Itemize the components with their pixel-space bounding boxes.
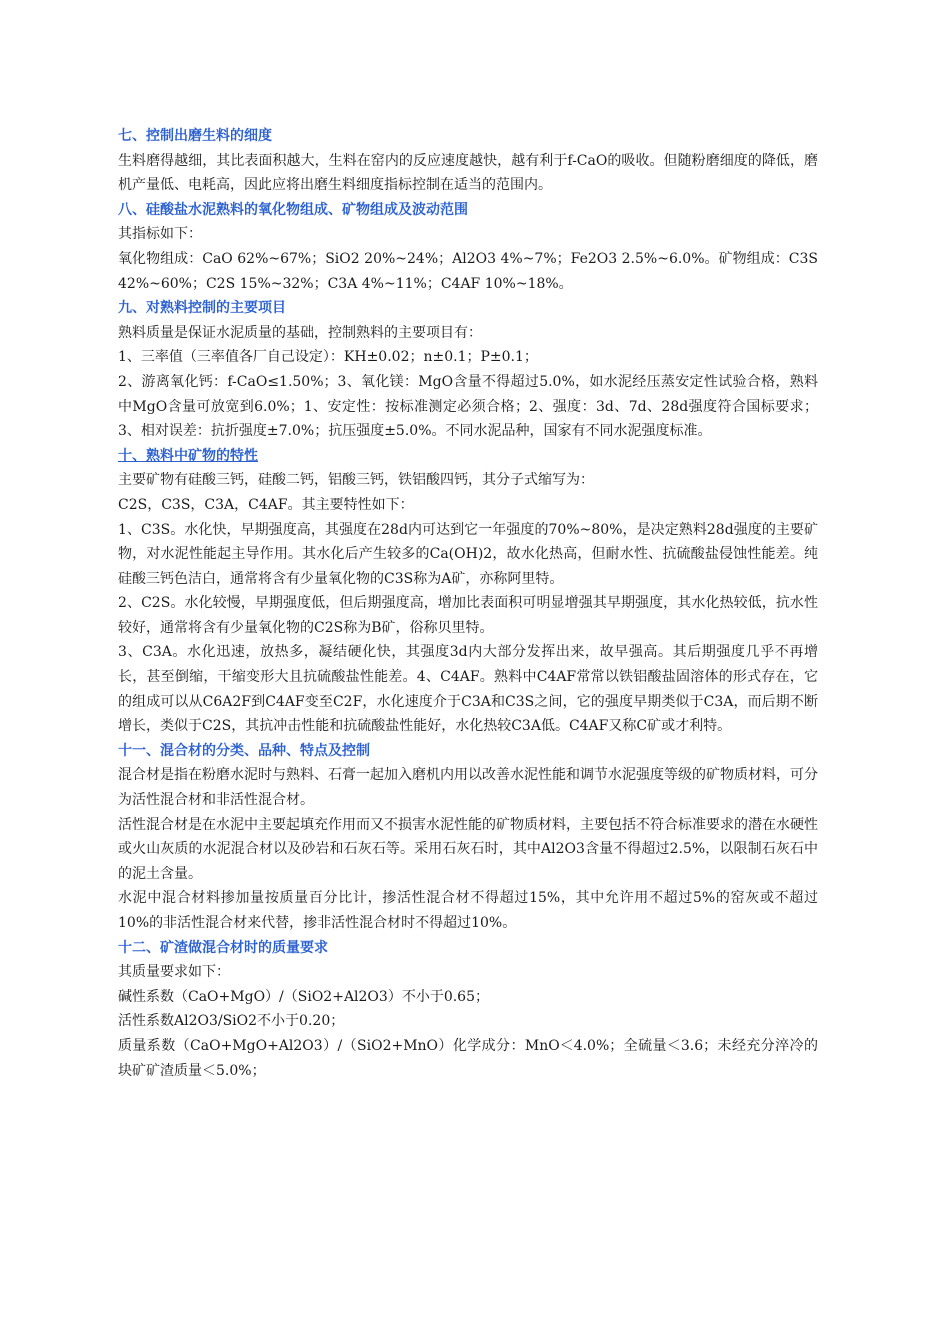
- paragraph: 1、三率值（三率值各厂自己设定）：KH±0.02；n±0.1；P±0.1；: [118, 349, 538, 366]
- paragraph: 活性系数Al2O3/SiO2不小于0.20；: [118, 1013, 345, 1030]
- section-11: [118, 739, 818, 936]
- section-heading: 十一、混合材的分类、品种、特点及控制: [118, 742, 370, 759]
- section-9: [118, 296, 818, 444]
- section-heading: 九、对熟料控制的主要项目: [118, 300, 286, 317]
- section-12: [118, 936, 818, 1084]
- paragraph: C2S，C3S，C3A，C4AF。其主要特性如下：: [118, 496, 414, 513]
- section-8: [118, 198, 818, 296]
- document-page: [118, 124, 818, 1083]
- paragraph: 1、C3S。水化快，早期强度高，其强度在28d内可达到它一年强度的70%~80%，是决定熟料28d强度的主要矿物，对水泥性能起主导作用。其水化后产生较多的Ca(OH)2，故水化热高，但耐水性、抗硫酸盐侵蚀性能差。纯硅酸三钙色洁白，通常将含有少量氧化物的C3S称为A矿，亦称阿里特。: [118, 521, 818, 587]
- paragraph: 碱性系数（CaO+MgO）/（SiO2+Al2O3）不小于0.65；: [118, 988, 489, 1005]
- paragraph: 氧化物组成：CaO 62%~67%；SiO2 20%~24%；Al2O3 4%~7%；Fe2O3 2.5%~6.0%。矿物组成：C3S 42%~60%；C2S 15%~32%；C3A 4%~11%；C4AF 10%~18%。: [118, 250, 818, 292]
- paragraph: 其质量要求如下：: [118, 964, 230, 981]
- paragraph: 生料磨得越细，其比表面积越大，生料在窑内的反应速度越快，越有利于f-CaO的吸收。但随粉磨细度的降低，磨机产量低、电耗高，因此应将出磨生料细度指标控制在适当的范围内。: [118, 152, 818, 194]
- paragraph: 主要矿物有硅酸三钙，硅酸二钙，铝酸三钙，铁铝酸四钙，其分子式缩写为：: [118, 472, 594, 489]
- paragraph: 2、游离氧化钙：f-CaO≤1.50%；3、氧化镁：MgO含量不得超过5.0%，如水泥经压蒸安定性试验合格，熟料中MgO含量可放宽到6.0%；1、安定性：按标准测定必须合格；2、强度：3d、7d、28d强度符合国标要求；3、相对误差：抗折强度±7.0%；抗压强度±5.0%。不同水泥品种，国家有不同水泥强度标准。: [118, 373, 818, 440]
- paragraph: 3、C3A。水化迅速，放热多，凝结硬化快，其强度3d内大部分发挥出来，故早强高。其后期强度几乎不再增长，甚至倒缩，干缩变形大且抗硫酸盐性能差。4、C4AF。熟料中C4AF常常以铁铝酸盐固溶体的形式存在，它的组成可以从C6A2F到C4AF变至C2F，水化速度介于C3A和C3S之间，它的强度早期类似于C3A，而后期不断增长，类似于C2S，其抗冲击性能和抗硫酸盐性能好，水化热较C3A低。C4AF又称C矿或才利特。: [118, 644, 818, 735]
- paragraph: 水泥中混合材料掺加量按质量百分比计，掺活性混合材不得超过15%，其中允许用不超过5%的窑灰或不超过10%的非活性混合材来代替，掺非活性混合材时不得超过10%。: [118, 890, 818, 931]
- paragraph: 质量系数（CaO+MgO+Al2O3）/（SiO2+MnO）化学成分：MnO＜4.0%；全硫量＜3.6；未经充分淬冷的块矿矿渣质量＜5.0%；: [118, 1037, 818, 1079]
- paragraph: 活性混合材是在水泥中主要起填充作用而又不损害水泥性能的矿物质材料，主要包括不符合标准要求的潜在水硬性或火山灰质的水泥混合材以及砂岩和石灰石等。采用石灰石时，其中Al2O3含量不得超过2.5%，以限制石灰石中的泥土含量。: [118, 816, 818, 882]
- section-10: [118, 444, 818, 739]
- paragraph: 熟料质量是保证水泥质量的基础，控制熟料的主要项目有：: [118, 324, 482, 341]
- section-heading: 七、控制出磨生料的细度: [118, 128, 272, 144]
- paragraph: 混合材是指在粉磨水泥时与熟料、石膏一起加入磨机内用以改善水泥性能和调节水泥强度等级的矿物质材料，可分为活性混合材和非活性混合材。: [118, 767, 818, 809]
- section-heading: 八、硅酸盐水泥熟料的氧化物组成、矿物组成及波动范围: [118, 201, 468, 218]
- section-heading: 十二、矿渣做混合材时的质量要求: [118, 939, 328, 956]
- paragraph: 其指标如下：: [118, 226, 202, 243]
- paragraph: 2、C2S。水化较慢，早期强度低，但后期强度高，增加比表面积可明显增强其早期强度，其水化热较低，抗水性较好，通常将含有少量氧化物的C2S称为B矿，俗称贝里特。: [118, 595, 818, 636]
- section-7: [118, 124, 818, 198]
- section-heading: 十、熟料中矿物的特性: [118, 447, 258, 464]
